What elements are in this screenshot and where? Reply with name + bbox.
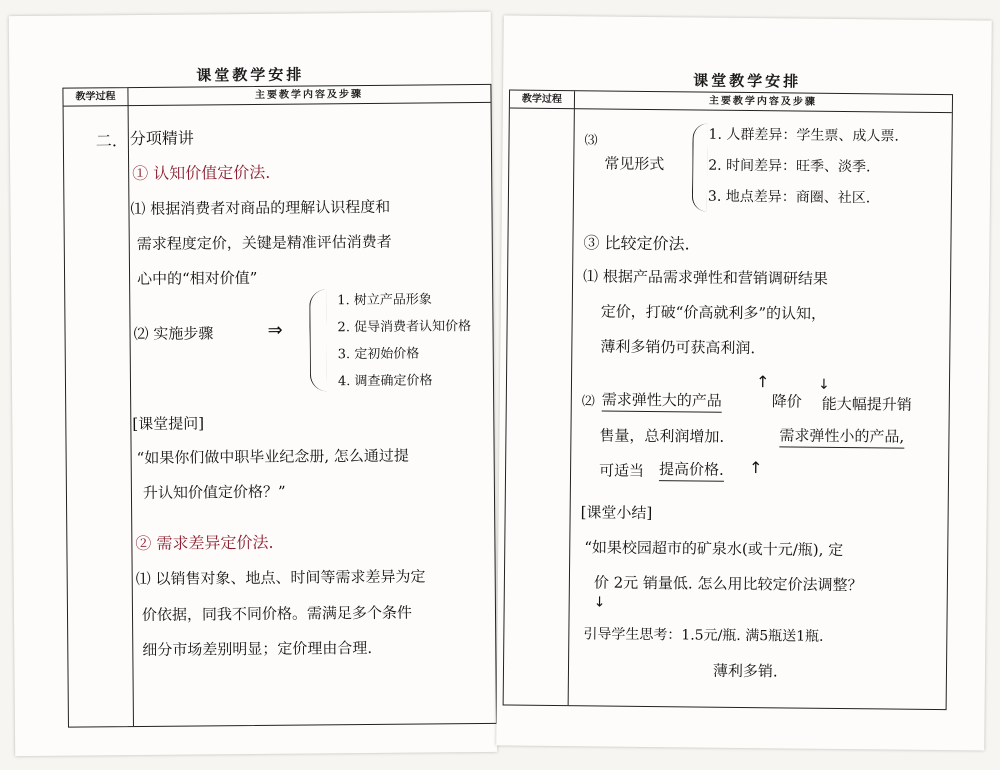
item3-para-line1: ⑴ 根据产品需求弹性和营销调研结果 (583, 267, 828, 288)
step-item-2: 2. 促导消费者认知价格 (337, 319, 472, 336)
up-arrow-icon-2: ↑ (749, 458, 763, 478)
left-col-process-header: 教学过程 (63, 88, 128, 106)
left-table-header (63, 85, 490, 107)
step-item-1: 1. 树立产品形象 (337, 292, 432, 309)
right-col-content-header: 主要教学内容及步骤 (708, 95, 818, 108)
raise-price-phrase: 提高价格. (659, 458, 724, 482)
up-arrow-icon: ↑ (755, 372, 770, 392)
item1-para-line1: ⑴ 根据消费者对商品的理解认识程度和 (130, 197, 391, 219)
item3-para-line2: 定价，打破“价高就利多”的认知， (600, 302, 827, 323)
right-column-divider (568, 108, 575, 705)
class-question-line1: “如果你们做中职毕业纪念册, 怎么通过提 (136, 446, 409, 468)
form-item-1: 1. 人群差异：学生票、成人票. (708, 126, 899, 145)
answer-line2: 薄利多销. (712, 661, 778, 681)
answer-line1: 引导学生思考：1.5元/瓶. 满5瓶送1瓶. (583, 626, 824, 645)
left-sheet-title: 课堂教学安排 (196, 65, 305, 85)
item2-para-line1: ⑴ 以销售对象、地点、时间等需求差异为定 (135, 567, 426, 589)
steps-arrow-icon: ⇒ (267, 319, 283, 341)
form-item-3: 3. 地点差异：商圈、社区. (707, 188, 871, 207)
item2-para-line3: 细分市场差别明显；定价理由合理. (142, 638, 373, 659)
sales-rise-phrase: 能大幅提升销 (821, 394, 912, 414)
item2-para-line2: 价依据，同我不同价格。需满足多个条件 (141, 603, 413, 624)
item3-sub-number: ⑵ (581, 394, 595, 410)
step-item-4: 4. 调查确定价格 (337, 373, 433, 390)
item2-title: ② 需求差异定价法. (135, 532, 274, 554)
summary-label: [课堂小结] (580, 503, 653, 523)
elastic-small-phrase: 需求弹性小的产品, (779, 424, 904, 448)
moderate-phrase: 可适当 (598, 461, 645, 480)
class-question-line2: 升认知价值定价格？” (142, 482, 286, 502)
item1-para-line3: 心中的“相对价值” (137, 268, 258, 289)
forms-brace-icon (692, 123, 708, 211)
right-lesson-sheet (496, 15, 992, 750)
right-col-process-header: 教学过程 (510, 91, 575, 109)
item1-para-line2: 需求程度定价，关键是精准评估消费者 (136, 232, 392, 254)
item1-title: ① 认知价值定价法. (132, 162, 271, 184)
forms-label: 常见形式 (604, 154, 665, 174)
down-arrow-icon: ↓ (817, 376, 830, 393)
right-sheet-title: 课堂教学安排 (693, 71, 802, 91)
profit-increase-phrase: 售量，总利润增加. (599, 426, 725, 446)
left-section-title: 分项精讲 (129, 128, 194, 149)
step-item-3: 3. 定初始价格 (337, 346, 420, 363)
item3-title: ③ 比较定价法. (583, 233, 690, 254)
steps-brace-icon (309, 289, 327, 391)
item3-para-line3: 薄利多销仍可获高利润. (600, 337, 756, 358)
form-item-2: 2. 时间差异：旺季、淡季. (708, 157, 871, 176)
elastic-large-phrase: 需求弹性大的产品 (602, 389, 722, 413)
left-col-content-header: 主要教学内容及步骤 (254, 89, 364, 101)
answer-arrow-icon: ↓ (593, 594, 606, 611)
summary-line1: “如果校园超市的矿泉水(或十元/瓶), 定 (584, 538, 844, 560)
left-plan-table (62, 84, 497, 728)
price-cut-phrase: 降价 (771, 392, 802, 411)
left-section-number: 二. (95, 131, 118, 151)
right-table-header (510, 91, 952, 114)
forms-number: ⑶ (584, 133, 598, 149)
left-lesson-sheet (9, 12, 497, 756)
steps-label: ⑵ 实施步骤 (133, 324, 214, 344)
class-question-label: [课堂提问] (132, 414, 205, 434)
summary-line2: 价 2元 销量低. 怎么用比较定价法调整？ (593, 573, 863, 595)
